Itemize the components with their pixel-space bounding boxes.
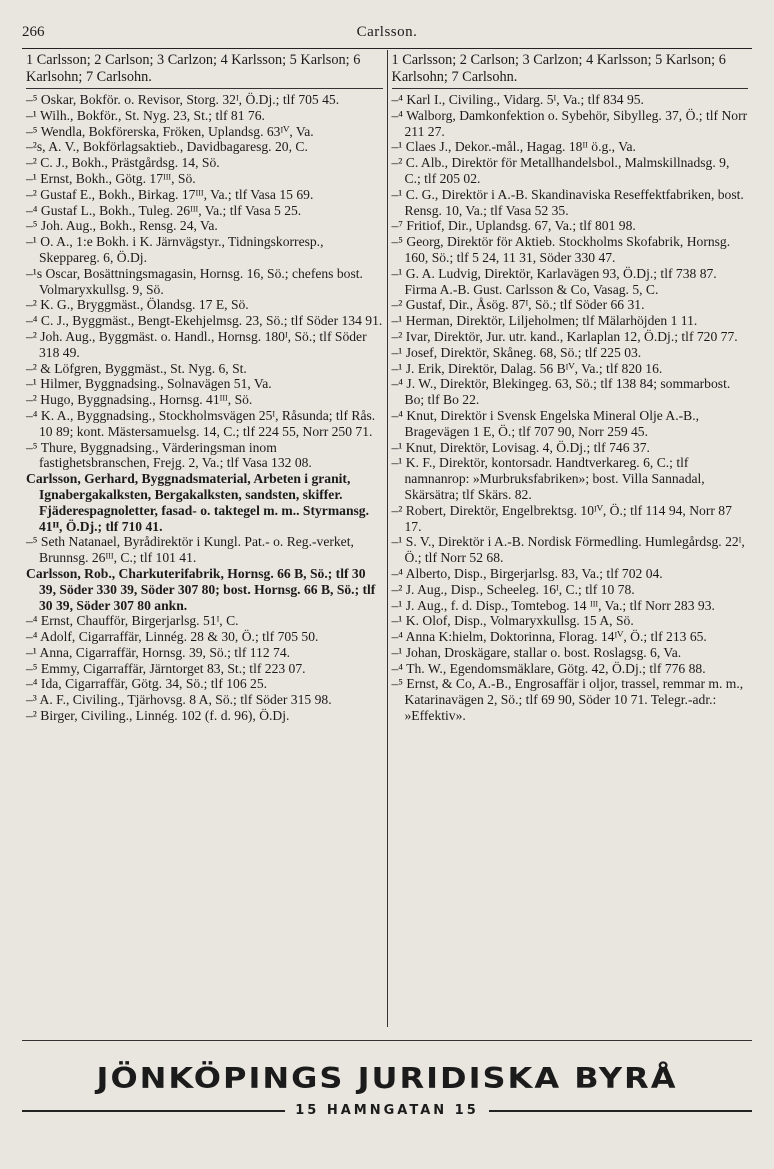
directory-entry: –² C. J., Bokh., Prästgårdsg. 14, Sö. — [26, 155, 220, 171]
entry-list — [26, 92, 383, 724]
directory-entry: –¹ K. F., Direktör, kontorsadr. Handtverkareg. 6, C.; tlf namnanrop: »Murbruksfabriken»; bost. Villa Sannadal, Skärsätra; tlf Skärs. 82. — [391, 455, 705, 502]
left-column — [22, 50, 387, 1027]
directory-entry: –³ A. F., Civiling., Tjärhovsg. 8 A, Sö.; tlf Söder 315 98. — [26, 692, 332, 708]
directory-entry: –¹ J. Aug., f. d. Disp., Tomtebog. 14 ᴵᴵᴵ, Va.; tlf Norr 283 93. — [391, 597, 715, 613]
advertisement-address: 15 HAMNGATAN 15 — [295, 1103, 479, 1118]
directory-entry: –⁴ Ida, Cigarraffär, Götg. 34, Sö.; tlf 106 25. — [26, 676, 268, 692]
directory-entry: –⁴ Ernst, Chaufför, Birgerjarlsg. 51ᴵ, C. — [26, 613, 239, 629]
directory-entry: –⁵ Thure, Byggnadsing., Värderingsman inom fastighetsbranschen, Frejg. 2, Va.; tlf Vasa 132 08. — [26, 439, 312, 471]
advertisement-footer — [22, 1040, 752, 1150]
directory-entry: –¹ O. A., 1:e Bokh. i K. Järnvägstyr., Tidningskorresp., Skeppareg. 6, Ö.Dj. — [26, 234, 324, 265]
page-header — [22, 24, 752, 46]
directory-entry: –⁵ Georg, Direktör för Aktieb. Stockholms Skofabrik, Hornsg. 160, Sö.; tlf 5 24, 11 31, Söder 330 47. — [391, 234, 731, 265]
directory-entry: –⁵ Oskar, Bokför. o. Revisor, Storg. 32ᴵ, Ö.Dj.; tlf 705 45. — [26, 92, 340, 107]
directory-entry: –¹ K. Olof, Disp., Volmaryxkullsg. 15 A, Sö. — [391, 613, 634, 629]
directory-entry: –¹ Hilmer, Byggnadsing., Solnavägen 51, Va. — [26, 376, 272, 392]
directory-entry: –² C. Alb., Direktör för Metallhandelsbol., Malmskillnadsg. 9, C.; tlf 205 02. — [391, 155, 730, 186]
page-number: 266 — [22, 24, 45, 40]
directory-entry: –⁴ Alberto, Disp., Birgerjarlsg. 83, Va.; tlf 702 04. — [391, 565, 663, 581]
directory-entry: –¹ Anna, Cigarraffär, Hornsg. 39, Sö.; tlf 112 74. — [26, 644, 291, 660]
directory-entry: –⁴ Knut, Direktör i Svensk Engelska Mineral Olje A.-B., Bragevägen 1 E, Ö.; tlf 707 90, Norr 259 45. — [391, 407, 700, 439]
directory-entry: –¹ Josef, Direktör, Skåneg. 68, Sö.; tlf 225 03. — [391, 344, 642, 360]
directory-entry: –² J. Aug., Disp., Scheeleg. 16ᴵ, C.; tlf 10 78. — [391, 581, 635, 597]
directory-entry: –¹ G. A. Ludvig, Direktör, Karlavägen 93, Ö.Dj.; tlf 738 87. Firma A.-B. Gust. Carlsson & Co, Vasag. 5, C. — [391, 265, 717, 297]
directory-entry: –² Robert, Direktör, Engelbrektsg. 10ᴵⱽ, Ö.; tlf 114 94, Norr 87 17. — [391, 502, 732, 534]
directory-entry: –¹ Herman, Direktör, Liljeholmen; tlf Mälarhöjden 1 11. — [391, 313, 698, 329]
directory-entry: Carlsson, Gerhard, Byggnadsmaterial, Arbeten i granit, Ignabergakalksten, Bergakalksten, sandsten, skiffer. Fjäderespagnoletter, fasad- o. taktegel m. m.. Styrmansg. 41ᴵᴵ, Ö.Dj.; tlf 710 41. — [26, 471, 369, 534]
directory-entry: –⁴ Walborg, Damkonfektion o. Sybehör, Sibylleg. 37, Ö.; tlf Norr 211 27. — [391, 107, 748, 139]
column-header: 1 Carlsson; 2 Carlson; 3 Carlzon; 4 Karlsson; 5 Karlson; 6 Karlsohn; 7 Carlsohn. — [392, 50, 749, 89]
directory-entry: –² & Löfgren, Byggmäst., St. Nyg. 6, St. — [26, 360, 247, 376]
directory-entry: –⁴ Gustaf L., Bokh., Tuleg. 26ᴵᴵᴵ, Va.; tlf Vasa 5 25. — [26, 202, 302, 218]
directory-entry: –² Hugo, Byggnadsing., Hornsg. 41ᴵᴵᴵ, Sö. — [26, 392, 253, 408]
directory-entry: –⁵ Joh. Aug., Bokh., Rensg. 24, Va. — [26, 218, 218, 234]
directory-entry: –⁴ Anna K:hielm, Doktorinna, Florag. 14ᴵⱽ, Ö.; tlf 213 65. — [391, 629, 707, 645]
directory-entry: –¹ Knut, Direktör, Lovisag. 4, Ö.Dj.; tlf 746 37. — [391, 439, 650, 455]
page-title: Carlsson. — [356, 24, 418, 40]
directory-entry: –⁴ Th. W., Egendomsmäklare, Götg. 42, Ö.Dj.; tlf 776 88. — [391, 660, 706, 676]
directory-entry: –⁵ Wendla, Bokförerska, Fröken, Uplandsg. 63ᴵⱽ, Va. — [26, 123, 314, 139]
advertisement-address-row — [22, 1103, 752, 1118]
right-column — [387, 50, 753, 1027]
directory-entry: –¹ J. Erik, Direktör, Dalag. 56 Bᴵⱽ, Va.; tlf 820 16. — [391, 360, 663, 376]
directory-entry: –⁴ K. A., Byggnadsing., Stockholmsvägen 25ᴵ, Råsunda; tlf Rås. 10 89; kont. Mästersamuelsg. 14, C.; tlf 224 55, Norr 250 71. — [26, 407, 376, 439]
column-header: 1 Carlsson; 2 Carlson; 3 Carlzon; 4 Karlsson; 5 Karlson; 6 Karlsohn; 7 Carlsohn. — [26, 50, 383, 89]
directory-entry: –⁴ C. J., Byggmäst., Bengt-Ekehjelmsg. 23, Sö.; tlf Söder 134 91. — [26, 313, 383, 329]
directory-entry: –⁵ Ernst, & Co, A.-B., Engrosaffär i oljor, trassel, remmar m. m., Katarinavägen 2, Sö.; tlf 69 90, Söder 10 71. Telegr.-adr.: »Effektiv». — [391, 676, 744, 724]
directory-entry: –²s, A. V., Bokförlagsaktieb., Davidbagaresg. 20, C. — [26, 139, 308, 155]
directory-entry: –¹ C. G., Direktör i A.-B. Skandinaviska Reseffektfabriken, bost. Rensg. 10, Va.; tlf Vasa 52 35. — [391, 186, 744, 218]
header-rule — [22, 48, 752, 49]
directory-entry: –⁴ J. W., Direktör, Blekingeg. 63, Sö.; tlf 138 84; sommarbost. Bo; tlf Bo 22. — [391, 376, 731, 408]
advertisement-title: JÖNKÖPINGS JURIDISKA BYRÅ — [96, 1060, 678, 1096]
directory-entry: –² Ivar, Direktör, Jur. utr. kand., Karlaplan 12, Ö.Dj.; tlf 720 77. — [391, 328, 738, 344]
directory-entry: –¹ Wilh., Bokför., St. Nyg. 23, St.; tlf 81 76. — [26, 107, 265, 123]
directory-columns — [22, 50, 752, 1027]
directory-entry: –¹ Claes J., Dekor.-mål., Hagag. 18ᴵᴵ ö.g., Va. — [391, 139, 636, 155]
directory-entry: –² Gustaf E., Bokh., Birkag. 17ᴵᴵᴵ, Va.; tlf Vasa 15 69. — [26, 186, 314, 202]
directory-entry: –² K. G., Bryggmäst., Ölandsg. 17 E, Sö. — [26, 297, 249, 313]
directory-entry: Carlsson, Rob., Charkuterifabrik, Hornsg. 66 B, Sö.; tlf 30 39, Söder 330 39, Söder 307 80; bost. Hornsg. 66 B, Sö.; tlf 30 39, Söder 307 80 ankn. — [26, 565, 376, 613]
divider-line — [22, 1110, 285, 1112]
directory-entry: –² Birger, Civiling., Linnég. 102 (f. d. 96), Ö.Dj. — [26, 708, 290, 724]
directory-entry: –⁴ Adolf, Cigarraffär, Linnég. 28 & 30, Ö.; tlf 705 50. — [26, 629, 319, 645]
directory-entry: –² Gustaf, Dir., Åsög. 87ᴵ, Sö.; tlf Söder 66 31. — [391, 297, 645, 313]
directory-entry: –¹ Johan, Droskägare, stallar o. bost. Roslagsg. 6, Va. — [391, 644, 682, 660]
directory-entry: –¹s Oscar, Bosättningsmagasin, Hornsg. 16, Sö.; chefens bost. Volmaryxkullsg. 9, Sö. — [26, 265, 363, 297]
directory-entry: –⁷ Fritiof, Dir., Uplandsg. 67, Va.; tlf 801 98. — [391, 218, 636, 234]
divider-line — [489, 1110, 752, 1112]
directory-entry: –⁴ Karl I., Civiling., Vidarg. 5ᴵ, Va.; tlf 834 95. — [391, 92, 644, 107]
directory-entry: –¹ S. V., Direktör i A.-B. Nordisk Förmedling. Humlegårdsg. 22ᴵ, Ö.; tlf Norr 52 68. — [391, 534, 745, 566]
footer-rule — [22, 1040, 752, 1041]
directory-entry: –⁵ Seth Natanael, Byrådirektör i Kungl. Pat.- o. Reg.-verket, Brunnsg. 26ᴵᴵᴵ, C.; tlf 101 41. — [26, 534, 354, 566]
directory-entry: –⁵ Emmy, Cigarraffär, Järntorget 83, St.; tlf 223 07. — [26, 660, 306, 676]
entry-list — [392, 92, 749, 724]
directory-entry: –¹ Ernst, Bokh., Götg. 17ᴵᴵᴵ, Sö. — [26, 170, 196, 186]
directory-entry: –² Joh. Aug., Byggmäst. o. Handl., Hornsg. 180ᴵ, Sö.; tlf Söder 318 49. — [26, 328, 367, 360]
